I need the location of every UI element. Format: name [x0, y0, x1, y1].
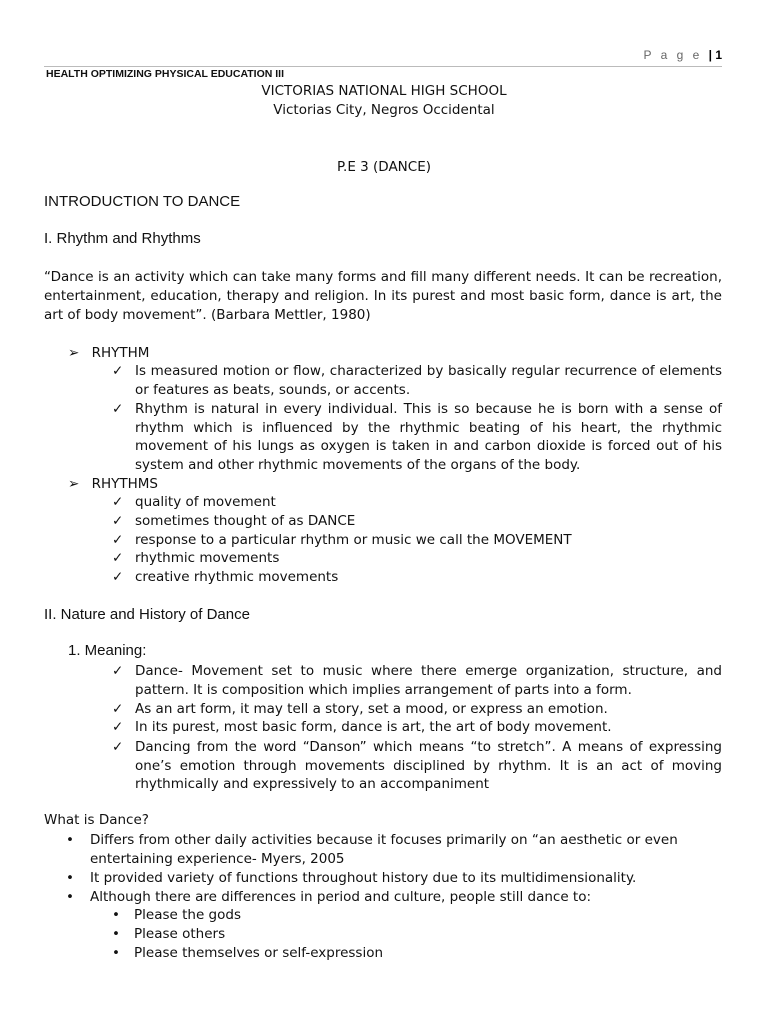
rhythms-item: ✓ rhythmic movements — [112, 550, 280, 566]
meaning-heading: 1. Meaning: — [68, 642, 147, 659]
section1-title: I. Rhythm and Rhythms — [44, 230, 201, 247]
dance-point: • Differs from other daily activities because it focuses primarily on “an aesthetic or even entertaining experience- Myers, 2005 — [66, 832, 678, 867]
page-label: P a g e — [643, 48, 703, 62]
rhythms-item: ✓ response to a particular rhythm or music we call the MOVEMENT — [112, 532, 572, 548]
dance-reason: • Please others — [112, 926, 226, 942]
what-is-dance-heading: What is Dance? — [44, 812, 149, 828]
arrow-bullet-icon: ➢ — [68, 476, 80, 492]
bullet-icon: • — [112, 945, 120, 961]
meaning-item: ✓ In its purest, most basic form, dance is art, the art of body movement. — [112, 719, 612, 735]
checkmark-icon: ✓ — [112, 701, 124, 717]
rhythms-item: ✓ creative rhythmic movements — [112, 569, 339, 585]
rhythms-heading — [68, 475, 158, 493]
meaning-item: ✓ Dance- Movement set to music where there emerge organization, structure, and pattern. It is composition which implies arrangement of parts into a form. — [112, 663, 722, 698]
checkmark-icon: ✓ — [112, 401, 124, 417]
checkmark-icon: ✓ — [112, 363, 124, 379]
course-title: HEALTH OPTIMIZING PHYSICAL EDUCATION III — [46, 68, 285, 80]
page-number — [643, 48, 722, 62]
rhythm-heading — [68, 344, 149, 362]
bullet-icon: • — [66, 832, 74, 848]
header-rule — [44, 66, 722, 67]
checkmark-icon: ✓ — [112, 719, 124, 735]
dance-point: • It provided variety of functions throughout history due to its multidimensionality. — [66, 870, 637, 886]
rhythms-item: ✓ sometimes thought of as DANCE — [112, 513, 356, 529]
bullet-icon: • — [66, 889, 74, 905]
checkmark-icon: ✓ — [112, 513, 124, 529]
bullet-icon: • — [112, 926, 120, 942]
school-name: VICTORIAS NATIONAL HIGH SCHOOL — [261, 83, 507, 99]
dance-reason: • Please themselves or self-expression — [112, 945, 384, 961]
dance-reason: • Please the gods — [112, 907, 241, 923]
bullet-icon: • — [112, 907, 120, 923]
checkmark-icon: ✓ — [112, 532, 124, 548]
rhythms-label: RHYTHMS — [91, 476, 159, 492]
dance-point: • Although there are differences in period and culture, people still dance to: — [66, 889, 592, 905]
section2-title: II. Nature and History of Dance — [44, 606, 250, 623]
checkmark-icon: ✓ — [112, 569, 124, 585]
subject-title: P.E 3 (DANCE) — [336, 159, 431, 175]
intro-title: INTRODUCTION TO DANCE — [44, 193, 241, 210]
meaning-item: ✓ Dancing from the word “Danson” which means “to stretch”. A means of expressing one’s emotion through movements disciplined by rhythm. It is an act of moving rhythmically and expressively to an accompaniment — [112, 739, 722, 792]
rhythm-item: ✓ Is measured motion or flow, characterized by basically regular recurrence of elements or features as beats, sounds, or accents. — [112, 363, 722, 398]
school-location: Victorias City, Negros Occidental — [273, 102, 495, 118]
meaning-item: ✓ As an art form, it may tell a story, set a mood, or express an emotion. — [112, 701, 608, 717]
checkmark-icon: ✓ — [112, 494, 124, 510]
arrow-bullet-icon: ➢ — [68, 345, 80, 361]
checkmark-icon: ✓ — [112, 550, 124, 566]
bullet-icon: • — [66, 870, 74, 886]
dance-quote: “Dance is an activity which can take many forms and fill many different needs. It can be recreation, entertainment, education, therapy and religion. In its purest and most basic form, dance is art, the art of body movement”. (Barbara Mettler, 1980) — [44, 269, 722, 323]
checkmark-icon: ✓ — [112, 739, 124, 755]
page-num: | 1 — [708, 48, 722, 62]
rhythms-item: ✓ quality of movement — [112, 494, 276, 510]
rhythm-item: ✓ Rhythm is natural in every individual. This is so because he is born with a sense of rhythm which is influenced by the rhythmic beating of his heart, the rhythmic movement of his lungs as oxygen is taken in and carbon dioxide is forced out of his system and other rhythmic movements of the organs of the body. — [112, 401, 722, 473]
checkmark-icon: ✓ — [112, 663, 124, 679]
rhythm-label: RHYTHM — [91, 345, 150, 361]
